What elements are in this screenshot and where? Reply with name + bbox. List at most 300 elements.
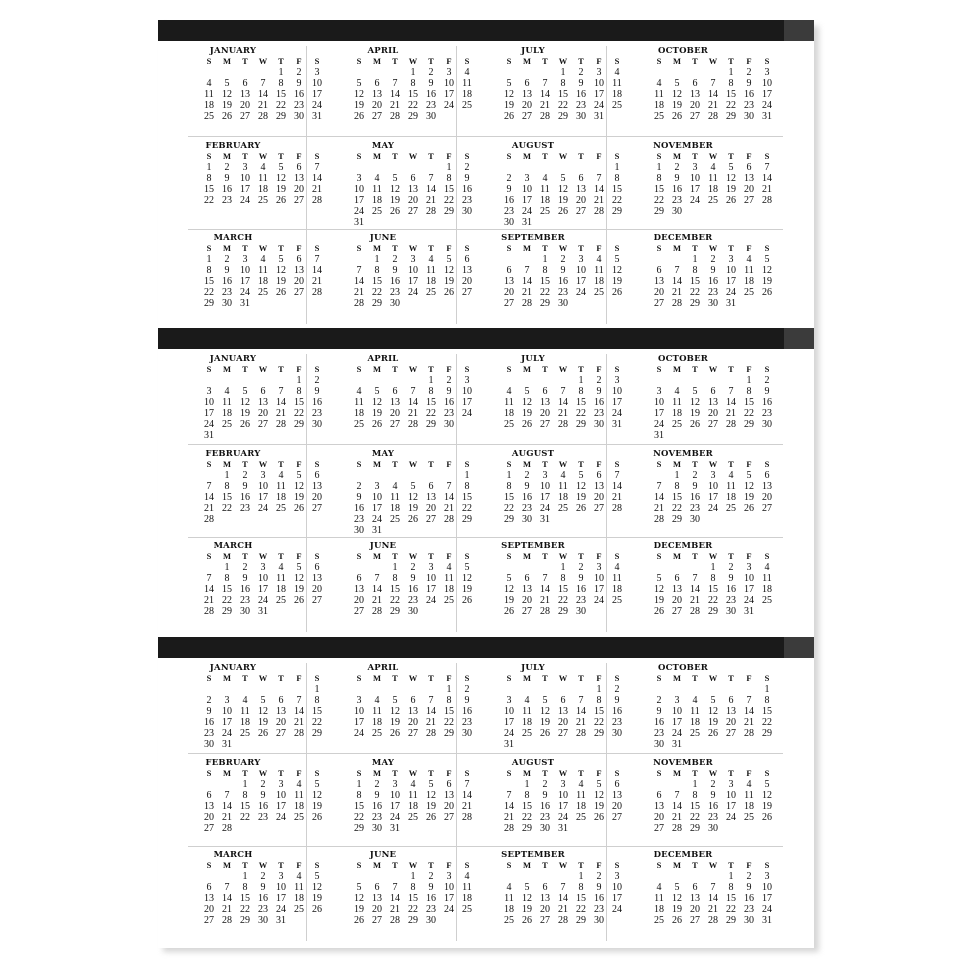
day-number: 17 bbox=[276, 801, 286, 812]
day-number: 5 bbox=[242, 386, 248, 397]
day-number: 25 bbox=[204, 111, 214, 122]
day-number: 25 bbox=[654, 111, 664, 122]
day-number: 2 bbox=[428, 871, 434, 882]
day-number: 10 bbox=[240, 265, 250, 276]
day-number: 31 bbox=[312, 111, 322, 122]
weekday-label: F bbox=[446, 459, 452, 469]
day-number: 1 bbox=[296, 375, 302, 386]
day-number: 2 bbox=[524, 470, 530, 481]
day-number: 8 bbox=[542, 265, 548, 276]
day-number: 8 bbox=[314, 695, 320, 706]
day-number: 15 bbox=[240, 801, 250, 812]
weekday-label: T bbox=[278, 673, 284, 683]
day-number: 16 bbox=[612, 706, 622, 717]
day-number: 8 bbox=[674, 481, 680, 492]
day-number: 15 bbox=[276, 89, 286, 100]
day-number: 20 bbox=[426, 503, 436, 514]
day-number: 8 bbox=[410, 882, 416, 893]
day-number: 22 bbox=[444, 717, 454, 728]
month-january bbox=[158, 662, 322, 758]
day-number: 7 bbox=[392, 78, 398, 89]
day-number: 1 bbox=[692, 779, 698, 790]
day-number: 14 bbox=[576, 706, 586, 717]
day-number: 6 bbox=[674, 573, 680, 584]
day-number: 19 bbox=[576, 492, 586, 503]
month-august bbox=[458, 448, 622, 544]
day-number: 8 bbox=[242, 790, 248, 801]
day-number: 13 bbox=[594, 481, 604, 492]
day-number: 13 bbox=[762, 481, 772, 492]
day-number: 18 bbox=[372, 195, 382, 206]
weekday-label: F bbox=[746, 768, 752, 778]
day-number: 21 bbox=[690, 595, 700, 606]
week-row bbox=[650, 408, 810, 419]
day-number: 6 bbox=[596, 470, 602, 481]
day-number: 16 bbox=[594, 893, 604, 904]
day-number: 2 bbox=[614, 684, 620, 695]
day-number: 20 bbox=[390, 408, 400, 419]
day-number: 17 bbox=[204, 408, 214, 419]
weekday-label: F bbox=[596, 459, 602, 469]
day-number: 12 bbox=[408, 492, 418, 503]
day-number: 19 bbox=[390, 195, 400, 206]
day-number: 26 bbox=[240, 419, 250, 430]
day-number: 21 bbox=[408, 408, 418, 419]
weekday-label: T bbox=[278, 551, 284, 561]
day-number: 10 bbox=[276, 790, 286, 801]
month-october bbox=[608, 353, 772, 449]
day-number: 7 bbox=[392, 882, 398, 893]
day-number: 21 bbox=[294, 717, 304, 728]
day-number: 10 bbox=[594, 573, 604, 584]
day-number: 4 bbox=[506, 882, 512, 893]
day-number: 18 bbox=[258, 276, 268, 287]
day-number: 9 bbox=[506, 184, 512, 195]
week-row bbox=[650, 790, 810, 801]
day-number: 27 bbox=[204, 823, 214, 834]
day-number: 29 bbox=[444, 206, 454, 217]
day-number: 1 bbox=[356, 779, 362, 790]
day-number: 20 bbox=[462, 276, 472, 287]
weekday-label: T bbox=[578, 56, 584, 66]
weekday-label: F bbox=[446, 768, 452, 778]
day-number: 23 bbox=[354, 514, 364, 525]
day-number: 25 bbox=[240, 728, 250, 739]
day-number: 19 bbox=[354, 100, 364, 111]
day-number: 21 bbox=[522, 287, 532, 298]
day-number: 18 bbox=[354, 408, 364, 419]
weekday-label: M bbox=[222, 768, 232, 778]
day-number: 10 bbox=[540, 481, 550, 492]
weekday-label: S bbox=[764, 243, 770, 253]
day-number: 15 bbox=[576, 893, 586, 904]
weekday-label: T bbox=[242, 768, 248, 778]
month-may bbox=[308, 140, 472, 236]
day-number: 9 bbox=[464, 695, 470, 706]
day-number: 29 bbox=[594, 728, 604, 739]
weekday-label: S bbox=[764, 364, 770, 374]
day-number: 28 bbox=[558, 419, 568, 430]
weekday-label: M bbox=[522, 860, 532, 870]
weekday-label: S bbox=[356, 243, 362, 253]
day-number: 23 bbox=[408, 595, 418, 606]
day-number: 21 bbox=[204, 503, 214, 514]
day-number: 28 bbox=[444, 514, 454, 525]
day-number: 3 bbox=[542, 470, 548, 481]
day-number: 26 bbox=[654, 606, 664, 617]
day-number: 6 bbox=[446, 779, 452, 790]
day-number: 13 bbox=[558, 706, 568, 717]
day-number: 18 bbox=[558, 492, 568, 503]
weekday-label: M bbox=[372, 551, 382, 561]
day-number: 15 bbox=[540, 276, 550, 287]
day-number: 16 bbox=[240, 584, 250, 595]
day-number: 16 bbox=[594, 397, 604, 408]
day-number: 30 bbox=[426, 111, 436, 122]
day-number: 9 bbox=[710, 265, 716, 276]
day-number: 23 bbox=[672, 195, 682, 206]
day-number: 4 bbox=[374, 173, 380, 184]
day-number: 18 bbox=[690, 717, 700, 728]
week-row bbox=[650, 801, 810, 812]
day-number: 30 bbox=[222, 298, 232, 309]
day-number: 1 bbox=[242, 871, 248, 882]
day-number: 1 bbox=[428, 375, 434, 386]
day-number: 17 bbox=[462, 397, 472, 408]
day-number: 14 bbox=[726, 397, 736, 408]
day-number: 16 bbox=[258, 801, 268, 812]
day-number: 9 bbox=[710, 790, 716, 801]
weekday-label: W bbox=[708, 364, 718, 374]
day-number: 18 bbox=[504, 408, 514, 419]
day-number: 2 bbox=[428, 67, 434, 78]
day-number: 8 bbox=[242, 882, 248, 893]
day-number: 14 bbox=[312, 265, 322, 276]
day-number: 21 bbox=[540, 595, 550, 606]
weekday-label: T bbox=[692, 768, 698, 778]
day-number: 24 bbox=[726, 812, 736, 823]
day-number: 25 bbox=[612, 595, 622, 606]
day-number: 9 bbox=[314, 386, 320, 397]
day-number: 31 bbox=[390, 823, 400, 834]
weekday-label: S bbox=[206, 459, 212, 469]
weekday-label: F bbox=[596, 551, 602, 561]
day-number: 1 bbox=[656, 162, 662, 173]
day-number: 18 bbox=[462, 89, 472, 100]
month-september bbox=[458, 232, 622, 328]
day-number: 10 bbox=[612, 386, 622, 397]
weekday-label: W bbox=[708, 56, 718, 66]
day-number: 25 bbox=[276, 595, 286, 606]
weekday-label: M bbox=[372, 860, 382, 870]
day-number: 1 bbox=[206, 162, 212, 173]
month-name: MAY bbox=[371, 141, 395, 151]
day-number: 23 bbox=[744, 904, 754, 915]
day-number: 14 bbox=[276, 397, 286, 408]
weekday-label: F bbox=[746, 56, 752, 66]
weekday-label: S bbox=[464, 551, 470, 561]
day-number: 11 bbox=[462, 882, 472, 893]
day-number: 8 bbox=[746, 386, 752, 397]
weekday-label: M bbox=[372, 768, 382, 778]
weekday-header-row bbox=[650, 551, 810, 562]
month-name: DECEMBER bbox=[653, 541, 713, 551]
week-row bbox=[650, 67, 810, 78]
day-number: 13 bbox=[354, 584, 364, 595]
day-number: 31 bbox=[354, 217, 364, 228]
day-number: 11 bbox=[504, 397, 514, 408]
day-number: 30 bbox=[354, 525, 364, 536]
weekday-label: S bbox=[506, 860, 512, 870]
day-number: 12 bbox=[354, 893, 364, 904]
day-number: 13 bbox=[672, 584, 682, 595]
day-number: 31 bbox=[522, 217, 532, 228]
day-number: 6 bbox=[692, 882, 698, 893]
weekday-label: T bbox=[278, 243, 284, 253]
weekday-label: T bbox=[392, 860, 398, 870]
day-number: 31 bbox=[540, 514, 550, 525]
weekday-label: T bbox=[728, 860, 734, 870]
day-number: 17 bbox=[594, 89, 604, 100]
day-number: 27 bbox=[540, 419, 550, 430]
day-number: 26 bbox=[390, 206, 400, 217]
month-name: NOVEMBER bbox=[653, 449, 713, 459]
weekday-label: T bbox=[542, 860, 548, 870]
day-number: 26 bbox=[294, 595, 304, 606]
day-number: 3 bbox=[260, 562, 266, 573]
day-number: 7 bbox=[356, 265, 362, 276]
weekday-label: T bbox=[428, 151, 434, 161]
day-number: 5 bbox=[224, 78, 230, 89]
day-number: 1 bbox=[728, 871, 734, 882]
day-number: 3 bbox=[578, 254, 584, 265]
day-number: 30 bbox=[426, 915, 436, 926]
day-number: 26 bbox=[708, 728, 718, 739]
weekday-label: F bbox=[596, 56, 602, 66]
month-name: AUGUST bbox=[511, 758, 555, 768]
day-number: 28 bbox=[762, 195, 772, 206]
weekday-label: T bbox=[578, 151, 584, 161]
day-number: 4 bbox=[656, 78, 662, 89]
day-number: 2 bbox=[596, 375, 602, 386]
day-number: 16 bbox=[312, 397, 322, 408]
day-number: 18 bbox=[204, 100, 214, 111]
weekday-label: T bbox=[692, 151, 698, 161]
weekday-label: W bbox=[708, 768, 718, 778]
day-number: 7 bbox=[614, 470, 620, 481]
day-number: 3 bbox=[374, 481, 380, 492]
day-number: 29 bbox=[690, 823, 700, 834]
day-number: 4 bbox=[542, 173, 548, 184]
weekday-label: T bbox=[242, 459, 248, 469]
day-number: 9 bbox=[392, 265, 398, 276]
day-number: 5 bbox=[746, 470, 752, 481]
day-number: 14 bbox=[654, 492, 664, 503]
weekday-label: S bbox=[656, 151, 662, 161]
day-number: 4 bbox=[278, 470, 284, 481]
month-name: FEBRUARY bbox=[205, 449, 261, 459]
day-number: 31 bbox=[240, 298, 250, 309]
month-december bbox=[608, 540, 772, 636]
weekday-label: F bbox=[296, 673, 302, 683]
day-number: 28 bbox=[540, 606, 550, 617]
day-number: 8 bbox=[764, 695, 770, 706]
day-number: 25 bbox=[762, 595, 772, 606]
day-number: 9 bbox=[428, 78, 434, 89]
day-number: 23 bbox=[462, 717, 472, 728]
weekday-label: F bbox=[746, 151, 752, 161]
weekday-label: S bbox=[314, 673, 320, 683]
day-number: 7 bbox=[446, 481, 452, 492]
day-number: 19 bbox=[690, 408, 700, 419]
day-number: 16 bbox=[222, 276, 232, 287]
day-number: 9 bbox=[224, 265, 230, 276]
day-number: 12 bbox=[444, 265, 454, 276]
day-number: 14 bbox=[444, 492, 454, 503]
day-number: 24 bbox=[354, 728, 364, 739]
day-number: 22 bbox=[690, 812, 700, 823]
day-number: 5 bbox=[278, 162, 284, 173]
day-number: 16 bbox=[708, 276, 718, 287]
day-number: 14 bbox=[204, 584, 214, 595]
day-number: 10 bbox=[258, 573, 268, 584]
day-number: 30 bbox=[654, 739, 664, 750]
day-number: 24 bbox=[276, 812, 286, 823]
day-number: 29 bbox=[558, 606, 568, 617]
day-number: 1 bbox=[242, 779, 248, 790]
day-number: 24 bbox=[522, 206, 532, 217]
day-number: 10 bbox=[654, 397, 664, 408]
day-number: 4 bbox=[674, 386, 680, 397]
week-row bbox=[650, 779, 810, 790]
month-name: JULY bbox=[521, 663, 545, 673]
day-number: 24 bbox=[222, 728, 232, 739]
day-number: 11 bbox=[258, 265, 268, 276]
day-number: 12 bbox=[708, 706, 718, 717]
day-number: 15 bbox=[576, 397, 586, 408]
day-number: 3 bbox=[614, 871, 620, 882]
day-number: 18 bbox=[294, 801, 304, 812]
week-row bbox=[650, 481, 810, 492]
day-number: 4 bbox=[260, 254, 266, 265]
weekday-label: W bbox=[558, 860, 568, 870]
day-number: 24 bbox=[408, 287, 418, 298]
day-number: 13 bbox=[294, 173, 304, 184]
day-number: 19 bbox=[540, 717, 550, 728]
day-number: 27 bbox=[426, 514, 436, 525]
day-number: 27 bbox=[540, 915, 550, 926]
day-number: 24 bbox=[372, 514, 382, 525]
day-number: 19 bbox=[276, 276, 286, 287]
day-number: 1 bbox=[446, 162, 452, 173]
day-number: 20 bbox=[444, 801, 454, 812]
day-number: 4 bbox=[656, 882, 662, 893]
day-number: 12 bbox=[690, 397, 700, 408]
weekday-label: M bbox=[372, 151, 382, 161]
day-number: 31 bbox=[654, 430, 664, 441]
day-number: 19 bbox=[672, 904, 682, 915]
day-number: 25 bbox=[690, 728, 700, 739]
weekday-header-row bbox=[650, 364, 810, 375]
day-number: 11 bbox=[294, 882, 304, 893]
day-number: 1 bbox=[578, 375, 584, 386]
day-number: 16 bbox=[240, 492, 250, 503]
day-number: 8 bbox=[446, 695, 452, 706]
day-number: 23 bbox=[258, 812, 268, 823]
day-number: 4 bbox=[764, 562, 770, 573]
day-number: 15 bbox=[558, 89, 568, 100]
day-number: 25 bbox=[276, 503, 286, 514]
day-number: 8 bbox=[614, 173, 620, 184]
day-number: 1 bbox=[392, 562, 398, 573]
day-number: 3 bbox=[728, 254, 734, 265]
day-number: 30 bbox=[744, 111, 754, 122]
month-november bbox=[608, 757, 772, 853]
day-number: 27 bbox=[372, 915, 382, 926]
day-number: 9 bbox=[410, 573, 416, 584]
day-number: 6 bbox=[374, 78, 380, 89]
day-number: 22 bbox=[726, 904, 736, 915]
day-number: 28 bbox=[744, 728, 754, 739]
weekday-label: S bbox=[614, 860, 620, 870]
day-number: 21 bbox=[504, 812, 514, 823]
week-row bbox=[650, 823, 810, 834]
month-september bbox=[458, 540, 622, 636]
day-number: 17 bbox=[408, 276, 418, 287]
weekday-label: S bbox=[314, 860, 320, 870]
day-number: 22 bbox=[240, 904, 250, 915]
weekday-label: S bbox=[314, 243, 320, 253]
day-number: 9 bbox=[728, 573, 734, 584]
weekday-label: S bbox=[614, 243, 620, 253]
day-number: 29 bbox=[612, 206, 622, 217]
month-february bbox=[158, 757, 322, 853]
weekday-label: F bbox=[746, 673, 752, 683]
weekday-label: M bbox=[522, 364, 532, 374]
day-number: 18 bbox=[708, 184, 718, 195]
weekday-label: T bbox=[392, 459, 398, 469]
day-number: 29 bbox=[708, 606, 718, 617]
day-number: 27 bbox=[672, 606, 682, 617]
month-name: NOVEMBER bbox=[653, 758, 713, 768]
day-number: 14 bbox=[672, 801, 682, 812]
day-number: 25 bbox=[408, 812, 418, 823]
day-number: 5 bbox=[392, 173, 398, 184]
month-name: DECEMBER bbox=[653, 233, 713, 243]
day-number: 25 bbox=[294, 812, 304, 823]
day-number: 17 bbox=[504, 717, 514, 728]
week-row bbox=[650, 684, 810, 695]
day-number: 17 bbox=[690, 184, 700, 195]
weekday-label: M bbox=[222, 151, 232, 161]
day-number: 9 bbox=[260, 790, 266, 801]
day-number: 11 bbox=[762, 573, 772, 584]
weekday-label: M bbox=[222, 243, 232, 253]
weekday-label: S bbox=[206, 364, 212, 374]
day-number: 1 bbox=[446, 684, 452, 695]
day-number: 29 bbox=[444, 728, 454, 739]
week-row bbox=[650, 573, 810, 584]
weekday-label: W bbox=[258, 860, 268, 870]
day-number: 2 bbox=[710, 779, 716, 790]
day-number: 5 bbox=[524, 882, 530, 893]
weekday-label: T bbox=[728, 56, 734, 66]
day-number: 18 bbox=[276, 584, 286, 595]
day-number: 25 bbox=[744, 812, 754, 823]
day-number: 19 bbox=[426, 801, 436, 812]
day-number: 4 bbox=[578, 779, 584, 790]
day-number: 8 bbox=[578, 882, 584, 893]
